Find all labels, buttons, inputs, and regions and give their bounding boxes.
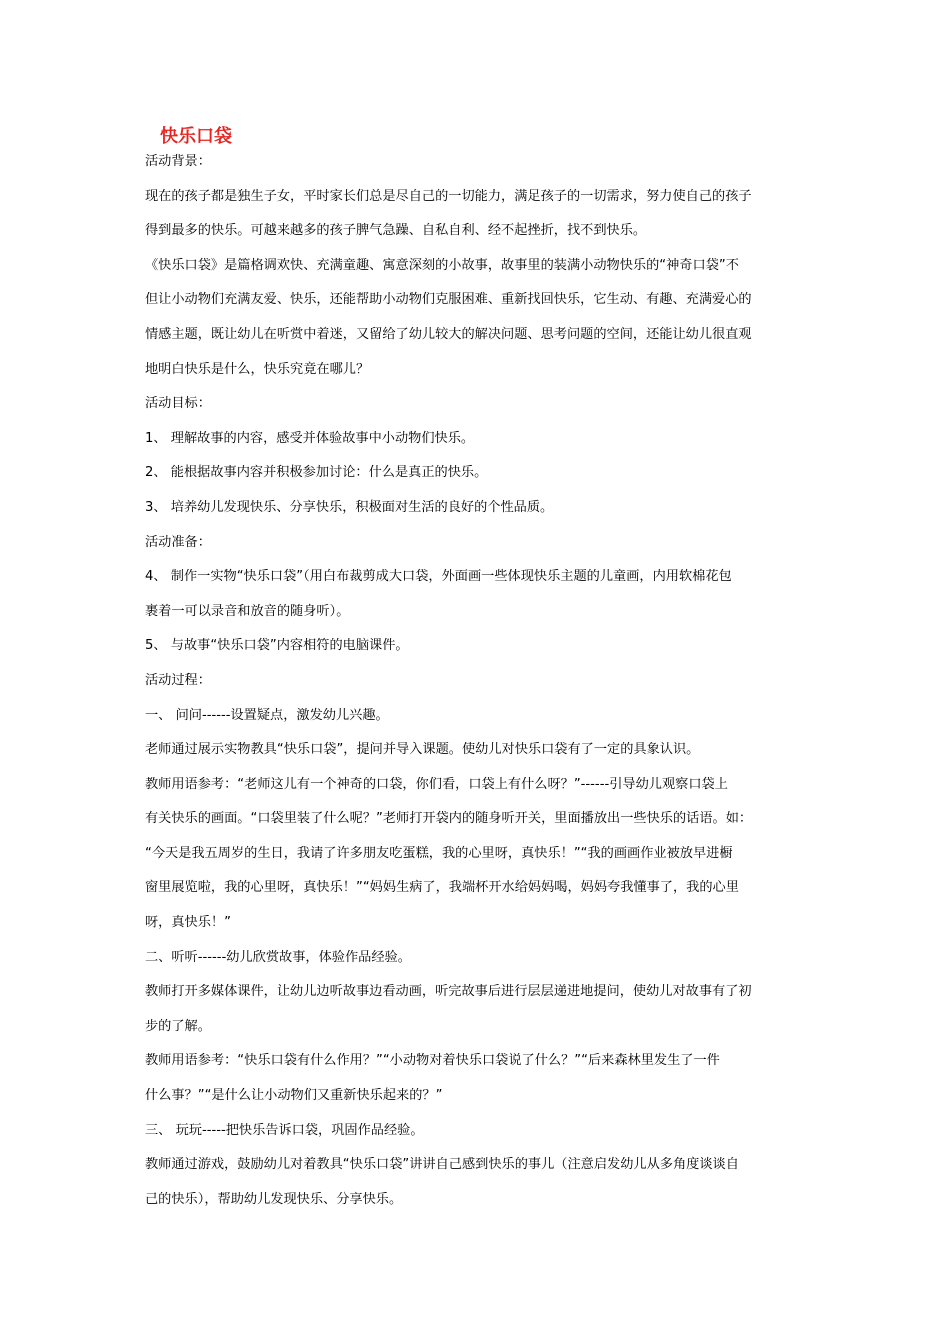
document-body — [145, 145, 815, 1217]
text-line: 一、 问问------设置疑点，激发幼儿兴趣。 — [145, 707, 389, 723]
text-line: 教师用语参考：“老师这儿有一个神奇的口袋，你们看，口袋上有什么呀？”------引导幼儿观察口袋上 — [145, 776, 728, 792]
text-line: 1、 理解故事的内容，感受并体验故事中小动物们快乐。 — [145, 430, 475, 446]
text-line: 呀，真快乐！” — [145, 915, 231, 931]
text-line: 三、 玩玩-----把快乐告诉口袋，巩固作品经验。 — [145, 1122, 424, 1138]
text-line: 教师打开多媒体课件，让幼儿边听故事边看动画，听完故事后进行层层递进地提问，使幼儿对故事有了初 — [145, 984, 752, 1000]
text-line: 但让小动物们充满友爱、快乐，还能帮助小动物们克服困难、重新找回快乐，它生动、有趣、充满爱心的 — [145, 292, 752, 308]
text-line: 2、 能根据故事内容并积极参加讨论：什么是真正的快乐。 — [145, 465, 488, 481]
text-line: 活动背景： — [145, 154, 211, 169]
text-line: 步的了解。 — [145, 1018, 211, 1034]
text-line: 裹着一可以录音和放音的随身听）。 — [145, 603, 350, 619]
text-line: 情感主题，既让幼儿在听赏中着迷，又留给了幼儿较大的解决问题、思考问题的空间，还能让幼儿很直观 — [145, 326, 752, 342]
text-line: 老师通过展示实物教具“快乐口袋”，提问并导入课题。使幼儿对快乐口袋有了一定的具象认识。 — [145, 742, 700, 758]
text-line: 活动过程： — [145, 672, 211, 688]
text-line: 现在的孩子都是独生子女，平时家长们总是尽自己的一切能力，满足孩子的一切需求，努力使自己的孩子 — [145, 188, 752, 204]
text-line: 3、 培养幼儿发现快乐、分享快乐，积极面对生活的良好的个性品质。 — [145, 499, 554, 515]
text-line: 4、 制作一实物“快乐口袋”（用白布裁剪成大口袋，外面画一些体现快乐主题的儿童画，内用软棉花包 — [145, 569, 732, 585]
text-line: 活动目标： — [145, 396, 211, 412]
text-line: “今天是我五周岁的生日，我请了许多朋友吃蛋糕，我的心里呀，真快乐！”“我的画画作业被放早进橱 — [145, 845, 733, 861]
text-line: 窗里展览啦，我的心里呀，真快乐！”“妈妈生病了，我端杯开水给妈妈喝，妈妈夸我懂事了，我的心里 — [145, 880, 739, 896]
text-line: 5、 与故事“快乐口袋”内容相符的电脑课件。 — [145, 638, 409, 654]
text-line: 《快乐口袋》是篇格调欢快、充满童趣、寓意深刻的小故事，故事里的装满小动物快乐的“神奇口袋”不 — [145, 257, 739, 273]
text-line: 教师用语参考：“快乐口袋有什么作用？”“小动物对着快乐口袋说了什么？”“后来森林里发生了一件 — [145, 1053, 720, 1069]
text-line: 活动准备： — [145, 534, 211, 550]
text-line: 教师通过游戏，鼓励幼儿对着教具“快乐口袋”讲讲自己感到快乐的事儿（注意启发幼儿从多角度谈谈自 — [145, 1157, 739, 1173]
text-line: 地明白快乐是什么，快乐究竟在哪儿？ — [145, 361, 370, 377]
text-line: 有关快乐的画面。“口袋里装了什么呢？”老师打开袋内的随身听开关，里面播放出一些快乐的话语。如： — [145, 811, 753, 827]
text-line: 二、听听------幼儿欣赏故事，体验作品经验。 — [145, 949, 411, 965]
document-title: 快乐口袋 — [160, 126, 232, 147]
text-line: 什么事？”“是什么让小动物们又重新快乐起来的？” — [145, 1088, 443, 1104]
text-line: 得到最多的快乐。可越来越多的孩子脾气急躁、自私自利、经不起挫折，找不到快乐。 — [145, 223, 647, 239]
text-line: 己的快乐），帮助幼儿发现快乐、分享快乐。 — [145, 1191, 403, 1207]
